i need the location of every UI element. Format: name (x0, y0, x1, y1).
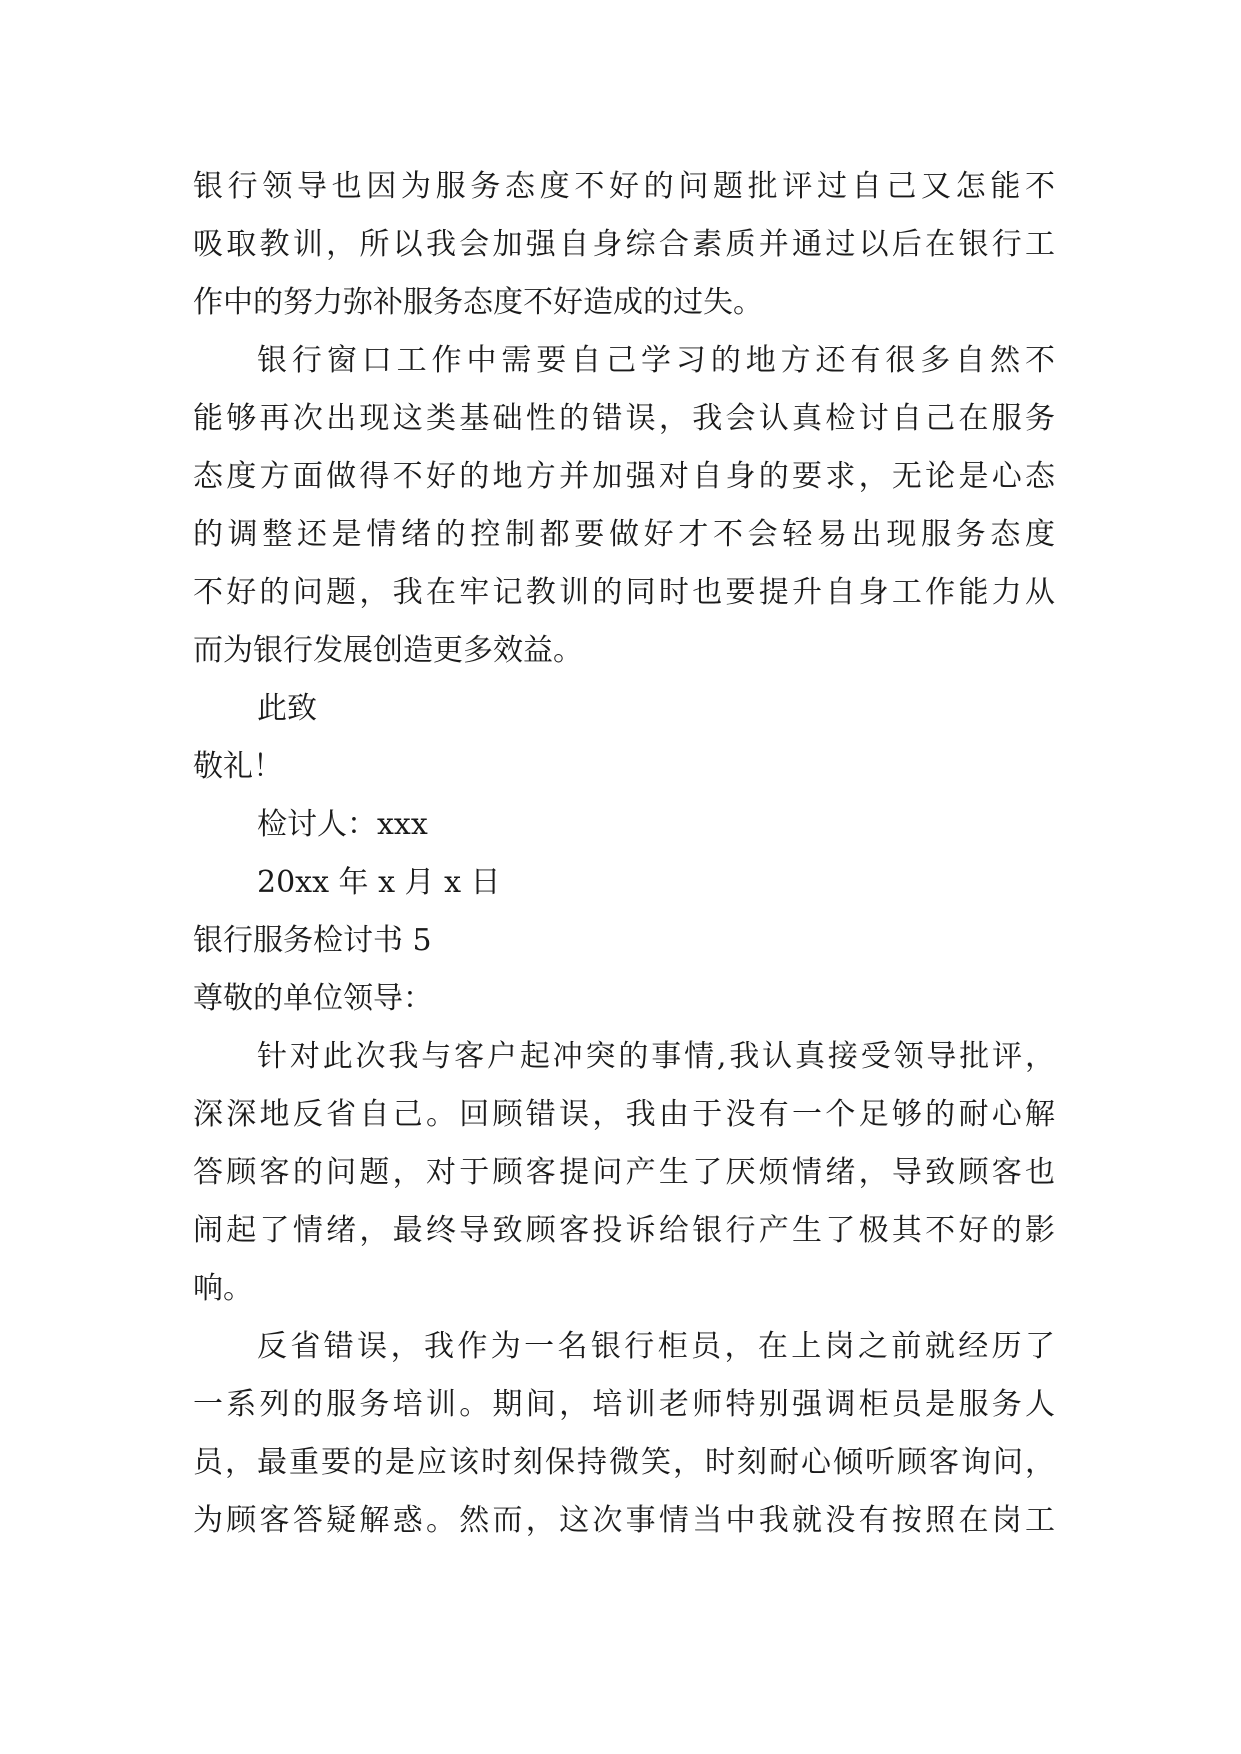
text-line: 针对此次我与客户起冲突的事情,我认真接受领导批评， (257, 1039, 1055, 1074)
text-line: 态度方面做得不好的地方并加强对自身的要求，无论是心态 (193, 459, 1055, 494)
signature-author: 检讨人：xxx (257, 807, 428, 842)
text-line: 响。 (193, 1271, 253, 1306)
text-line: 深深地反省自己。回顾错误，我由于没有一个足够的耐心解 (193, 1097, 1055, 1132)
letter-greeting: 尊敬的单位领导： (193, 981, 433, 1016)
text-line: 银行领导也因为服务态度不好的问题批评过自己又怎能不 (193, 169, 1055, 204)
text-line: 吸取教训，所以我会加强自身综合素质并通过以后在银行工 (193, 227, 1055, 262)
text-line: 一系列的服务培训。期间，培训老师特别强调柜员是服务人 (193, 1387, 1055, 1422)
text-line: 而为银行发展创造更多效益。 (193, 633, 583, 668)
text-line: 闹起了情绪，最终导致顾客投诉给银行产生了极其不好的影 (193, 1213, 1055, 1248)
text-line: 答顾客的问题，对于顾客提问产生了厌烦情绪，导致顾客也 (193, 1155, 1055, 1190)
text-line: 为顾客答疑解惑。然而，这次事情当中我就没有按照在岗工 (193, 1503, 1055, 1538)
text-line: 不好的问题，我在牢记教训的同时也要提升自身工作能力从 (193, 575, 1055, 610)
closing-regards: 敬礼！ (193, 749, 283, 784)
text-line: 员，最重要的是应该时刻保持微笑，时刻耐心倾听顾客询问， (193, 1445, 1055, 1480)
text-line: 的调整还是情绪的控制都要做好才不会轻易出现服务态度 (193, 517, 1055, 552)
text-line: 银行窗口工作中需要自己学习的地方还有很多自然不 (257, 343, 1055, 378)
text-line: 作中的努力弥补服务态度不好造成的过失。 (193, 285, 763, 320)
document-page (193, 158, 1055, 1550)
signature-date: 20xx 年 x 月 x 日 (257, 865, 501, 900)
closing-salutation: 此致 (257, 691, 317, 726)
text-line: 反省错误，我作为一名银行柜员，在上岗之前就经历了 (257, 1329, 1055, 1364)
section-title: 银行服务检讨书 5 (193, 923, 432, 958)
text-line: 能够再次出现这类基础性的错误，我会认真检讨自己在服务 (193, 401, 1055, 436)
